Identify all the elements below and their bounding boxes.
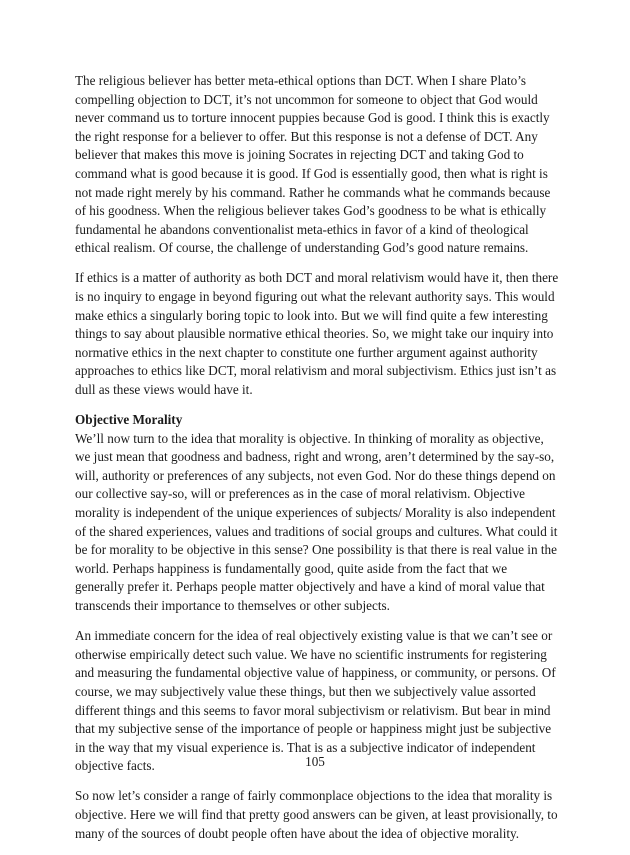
paragraph-dct-religious-believer: The religious believer has better meta-ethical options than DCT. When I share Plato’s compelling objection to DCT, it’s not uncommon for someone to object that God would never command us to torture innocent puppies because God is good. I think this is exactly the right response for a believer to offer. But this response is not a defense of DCT. Any believer that makes this move is joining Socrates in rejecting DCT and taking God to command what is good because it is good. If God is essentially good, then what is right is not made right merely by his command. Rather he commands what he commands because of his goodness. When the religious believer takes God’s goodness to be what is ethically fundamental he abandons conventionalist meta-ethics in favor of a kind of theological ethical realism. Of course, the challenge of understanding God’s good nature remains. [75, 73, 551, 256]
page-body [75, 72, 559, 855]
section-objective-morality [75, 411, 559, 616]
section-heading: Objective Morality [75, 412, 183, 428]
page-number: 105 [305, 754, 325, 769]
paragraph-objections: So now let’s consider a range of fairly commonplace objections to the idea that morality is objective. Here we will find that pretty good answers can be given, at least provisionally, to many of the sources of doubt people often have about the idea of objective morality. [75, 788, 558, 841]
paragraph-ethics-authority: If ethics is a matter of authority as both DCT and moral relativism would have it, then there is no inquiry to engage in beyond figuring out what the relevant authority says. This would make ethics a singularly boring topic to look into. But we will find quite a few interesting things to say about plausible normative ethical theories. So, we might take our inquiry into normative ethics in the next chapter to constitute one further argument against authority approaches to ethics like DCT, moral relativism and moral subjectivism. Ethics just isn’t as dull as these views would have it. [75, 270, 559, 397]
paragraph-objective-morality-intro: We’ll now turn to the idea that morality is objective. In thinking of morality as objective, we just mean that goodness and badness, right and wrong, aren’t determined by the say-so, will, authority or preferences of any subjects, not even God. Nor do these things depend on our collective say-so, will or preferences as in the case of moral relativism. Objective morality is independent of the unique experiences of subjects/ Morality is also independent of the shared experiences, values and traditions of social groups and cultures. What could it be for morality to be objective in this sense? One possibility is that there is real value in the world. Perhaps happiness is fundamentally good, quite aside from the fact that we generally prefer it. Perhaps people matter objectively and have a kind of moral value that transcends their importance to themselves or other subjects. [75, 430, 558, 614]
paragraph-immediate-concern: An immediate concern for the idea of real objectively existing value is that we can’t see or otherwise empirically detect such value. We have no scientific instruments for registering and measuring the fundamental objective value of happiness, or community, or persons. Of course, we may subjectively value these things, but then we subjectively value assorted different things and this seems to favor moral subjectivism or relativism. But bear in mind that my subjective sense of the importance of people or happiness might just be subjective in the way that my visual experience is. That is as a subjective indicator of independent objective facts. [75, 628, 556, 774]
